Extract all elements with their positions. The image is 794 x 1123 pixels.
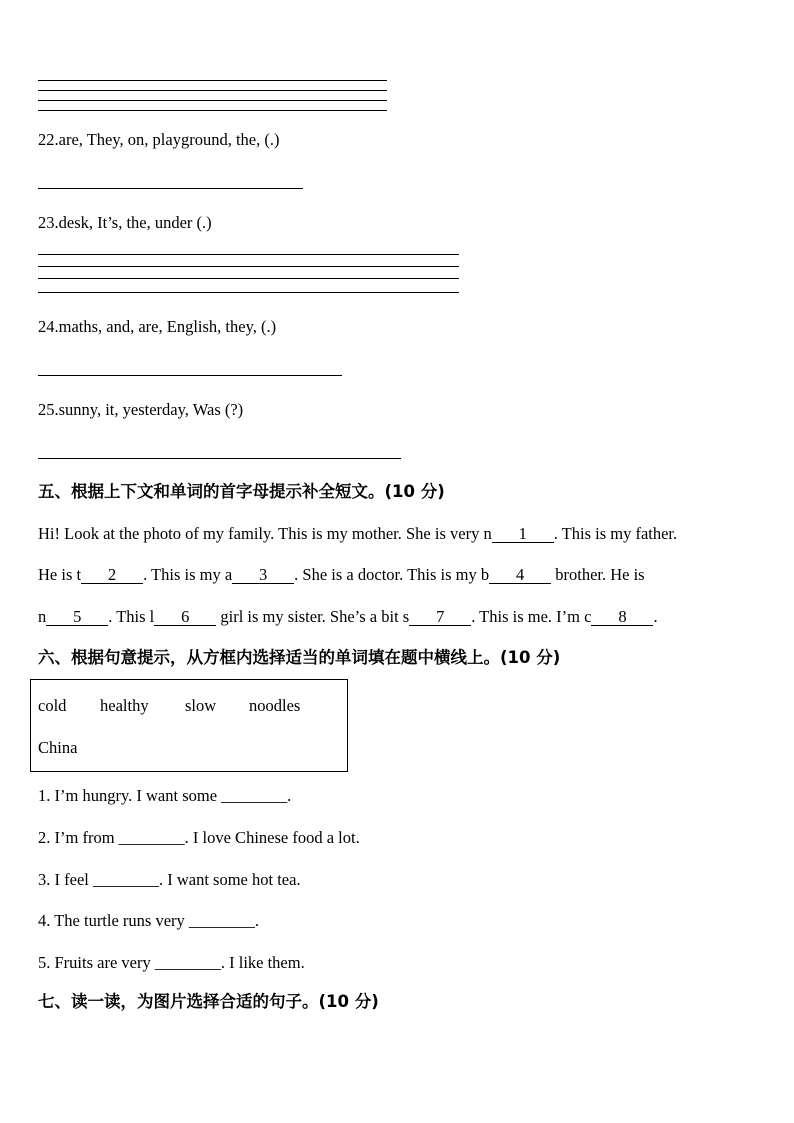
- passage-line-1: Hi! Look at the photo of my family. This is my mother. She is very n 1 . This is my father.: [38, 524, 678, 543]
- question-24: [38, 317, 276, 337]
- question-number: 22.: [38, 130, 59, 149]
- answer-line-23[interactable]: [38, 254, 459, 255]
- word-bank-item: noodles: [249, 696, 301, 715]
- answer-line: [38, 278, 459, 279]
- blank-2[interactable]: 2: [81, 566, 143, 584]
- blank-3[interactable]: 3: [232, 566, 294, 584]
- blank-4[interactable]: 4: [489, 566, 551, 584]
- answer-line: [38, 80, 387, 81]
- answer-blank[interactable]: ________: [118, 828, 185, 847]
- answer-blank[interactable]: ________: [221, 786, 288, 805]
- word-bank-box: [30, 679, 348, 772]
- answer-blank[interactable]: ________: [188, 911, 255, 930]
- question-22: [38, 130, 279, 150]
- answer-line: [38, 100, 387, 101]
- blank-1[interactable]: 1: [492, 525, 554, 543]
- blank-5[interactable]: 5: [46, 608, 108, 626]
- passage-line-2: He is t 2 . This is my a 3 . She is a doctor. This is my b 4 brother. He is: [38, 565, 645, 584]
- answer-line: [38, 266, 459, 267]
- section-6-heading: 六、根据句意提示，从方框内选择适当的单词填在题中横线上。(10 分): [38, 648, 561, 667]
- answer-line-24[interactable]: [38, 375, 342, 376]
- word-bank-item: slow: [185, 696, 217, 715]
- fill-question-5: 5. Fruits are very ________. I like them.: [38, 953, 305, 972]
- answer-line: [38, 90, 387, 91]
- word-bank-item: healthy: [100, 696, 149, 715]
- question-text: are, They, on, playground, the, (.): [58, 130, 280, 149]
- answer-line: [38, 110, 387, 111]
- fill-question-1: 1. I’m hungry. I want some ________.: [38, 786, 292, 805]
- section-7-heading: 七、读一读，为图片选择合适的句子。(10 分): [38, 992, 379, 1011]
- fill-question-3: 3. I feel ________. I want some hot tea.: [38, 870, 301, 889]
- word-bank-item: cold: [38, 696, 67, 715]
- answer-blank[interactable]: ________: [92, 870, 159, 889]
- answer-line-22[interactable]: [38, 188, 303, 189]
- blank-6[interactable]: 6: [154, 608, 216, 626]
- answer-line-25[interactable]: [38, 458, 401, 459]
- question-text: desk, It’s, the, under (.): [58, 213, 212, 232]
- section-5-heading: 五、根据上下文和单词的首字母提示补全短文。(10 分): [38, 482, 445, 501]
- answer-blank[interactable]: ________: [154, 953, 221, 972]
- fill-question-2: 2. I’m from ________. I love Chinese food a lot.: [38, 828, 360, 847]
- word-bank-item: China: [38, 738, 78, 757]
- question-number: 24.: [38, 317, 59, 336]
- question-text: maths, and, are, English, they, (.): [58, 317, 277, 336]
- question-number: 23.: [38, 213, 59, 232]
- question-23: [38, 213, 212, 233]
- question-text: sunny, it, yesterday, Was (?): [58, 400, 244, 419]
- passage-line-3: n 5 . This l 6 girl is my sister. She’s a bit s 7 . This is me. I’m c 8 .: [38, 607, 658, 626]
- answer-line: [38, 292, 459, 293]
- blank-8[interactable]: 8: [591, 608, 653, 626]
- fill-question-4: 4. The turtle runs very ________.: [38, 911, 260, 930]
- blank-7[interactable]: 7: [409, 608, 471, 626]
- question-25: [38, 400, 243, 420]
- question-number: 25.: [38, 400, 59, 419]
